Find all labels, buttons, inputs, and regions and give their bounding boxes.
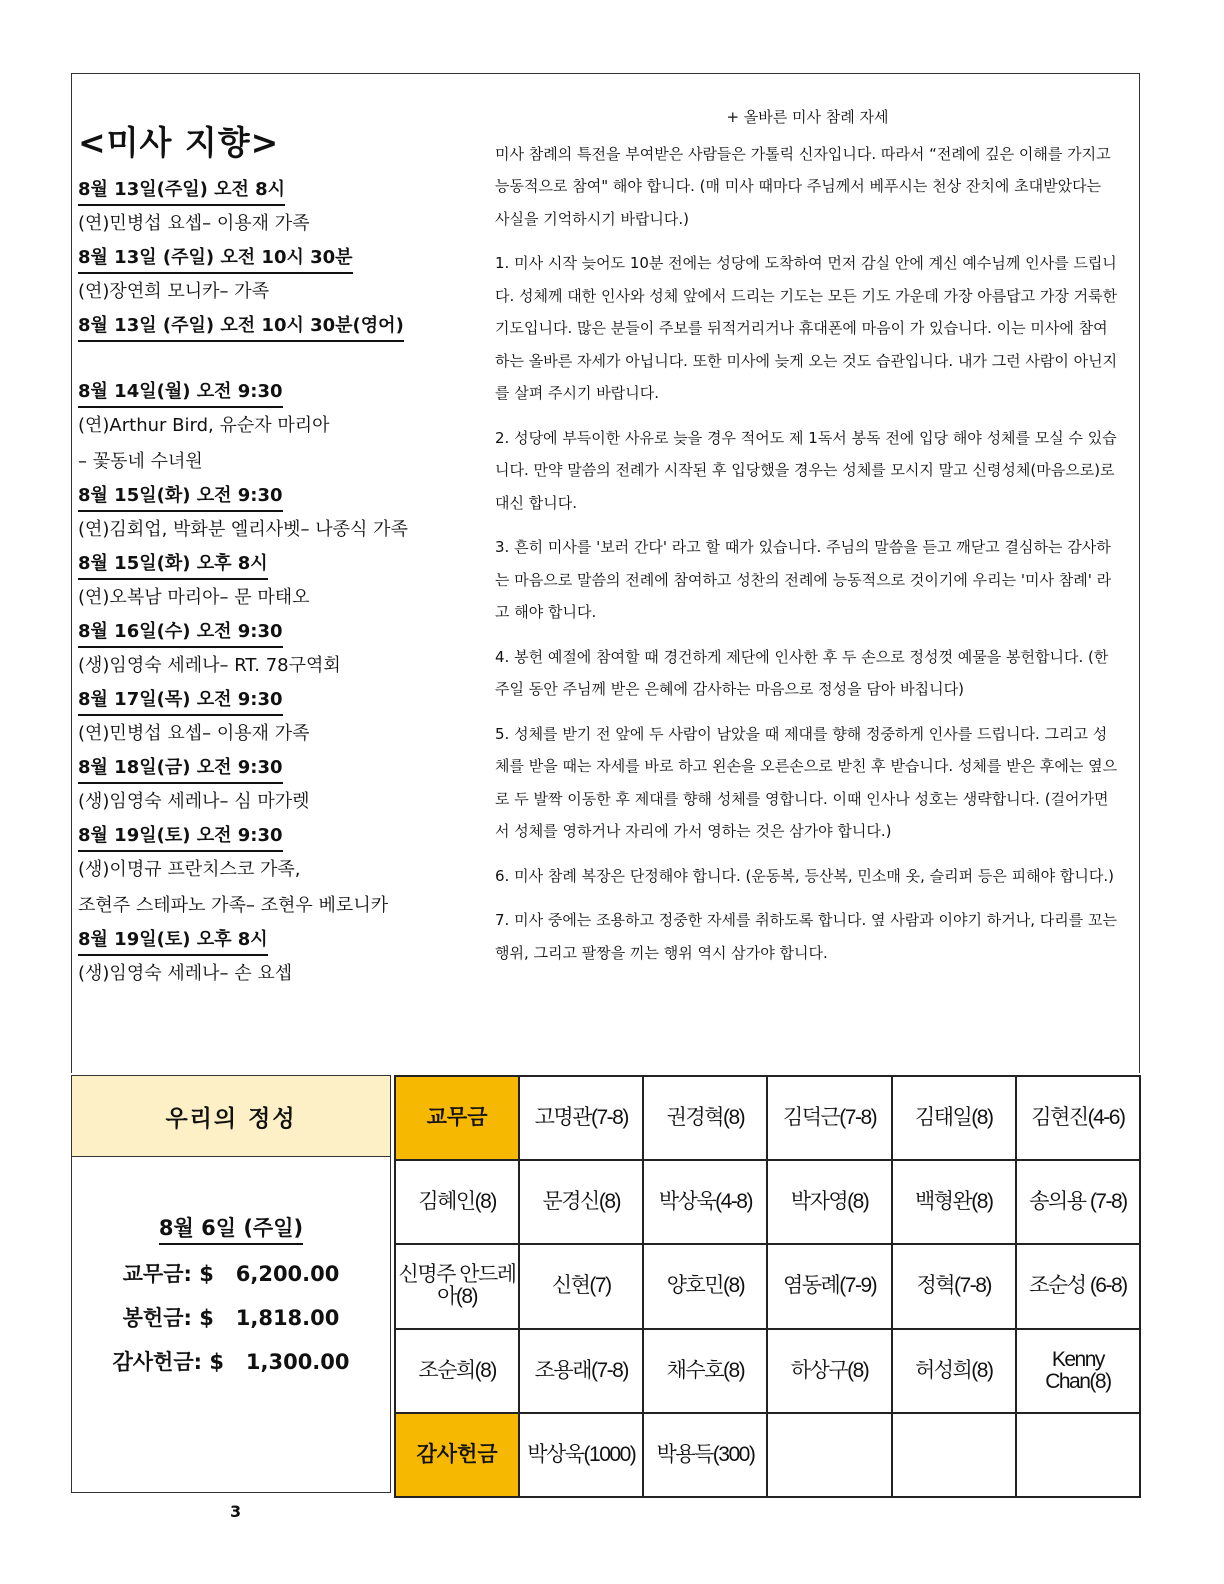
mass-intent: (생)임영숙 세레나– 손 요셉 [78, 963, 293, 984]
donor-cell: 백형완(8) [892, 1160, 1016, 1244]
donor-cell: 송의용 (7-8) [1016, 1160, 1140, 1244]
donor-cell: 박상욱(1000) [519, 1413, 643, 1497]
donor-cell [892, 1413, 1016, 1497]
article-paragraph: 2. 성당에 부득이한 사유로 늦을 경우 적어도 제 1독서 봉독 전에 입당 해야 성체를 모실 수 있습니다. 만약 말씀의 전례가 시작된 후 입당했을 경우는 성체를 모시지 말고 신령성체(마음으로)로 대신 합니다. [495, 428, 1117, 512]
mass-date: 8월 14일(월) 오전 9:30 [78, 378, 283, 408]
mass-date: 8월 13일(주일) 오전 8시 [78, 176, 285, 206]
mass-entry [78, 924, 478, 992]
donor-cell: 정혁(7-8) [892, 1244, 1016, 1328]
article-heading: + 올바른 미사 참례 자세 [726, 108, 889, 126]
mass-date: 8월 16일(수) 오전 9:30 [78, 618, 283, 648]
mass-entry [78, 820, 478, 924]
mass-entry [78, 480, 478, 548]
table-row [395, 1413, 1140, 1497]
mass-date: 8월 18일(금) 오전 9:30 [78, 754, 283, 784]
mass-date: 8월 17일(목) 오전 9:30 [78, 686, 283, 716]
donor-cell: 신현(7) [519, 1244, 643, 1328]
offering-line: 교무금: $ 6,200.00 [122, 1262, 340, 1286]
offering-body [71, 1157, 391, 1493]
mass-entry [78, 616, 478, 684]
offering-summary [71, 1075, 393, 1495]
donor-cell: 조용래(7-8) [519, 1329, 643, 1413]
offering-date: 8월 6일 (주일) [159, 1213, 303, 1245]
mass-etiquette-article [495, 101, 1120, 981]
mass-intent: (연)김회업, 박화분 엘리사벳– 나종식 가족 [78, 519, 408, 540]
mass-date: 8월 15일(화) 오후 8시 [78, 550, 268, 580]
mass-intent: (연)Arthur Bird, 유순자 마리아 [78, 415, 330, 436]
mass-intent: 조현주 스테파노 가족– 조현우 베로니카 [78, 895, 389, 916]
table-row [395, 1244, 1140, 1328]
table-row [395, 1076, 1140, 1160]
mass-intent: (생)이명규 프란치스코 가족, [78, 859, 301, 880]
donor-cell: 권경혁(8) [643, 1076, 767, 1160]
page-number: 3 [230, 1502, 242, 1521]
donor-cell: 김혜인(8) [395, 1160, 519, 1244]
donor-cell [767, 1413, 891, 1497]
article-paragraph: 5. 성체를 받기 전 앞에 두 사람이 남았을 때 제대를 향해 정중하게 인사를 드립니다. 그리고 성체를 받을 때는 자세를 바로 하고 왼손을 오른손으로 받친 후 받습니다. 성체를 받은 후에는 옆으로 두 발짝 이동한 후 제대를 향해 성체를 영합니다. 이때 인사나 성호는 생략합니다. (걸어가면서 성체를 영하거나 자리에 가서 영하는 것은 삼가야 합니다.) [495, 724, 1118, 840]
mass-intentions-title: <미사 지향> [78, 123, 280, 162]
article-paragraph: 6. 미사 참례 복장은 단정해야 합니다. (운동복, 등산복, 민소매 옷, 슬리퍼 등은 피해야 합니다.) [495, 866, 1114, 885]
mass-date: 8월 19일(토) 오전 9:30 [78, 822, 283, 852]
donor-cell: 박용득(300) [643, 1413, 767, 1497]
donor-cell: 채수호(8) [643, 1329, 767, 1413]
article-paragraph: 4. 봉헌 예절에 참여할 때 경건하게 제단에 인사한 후 두 손으로 정성껏 예물을 봉헌합니다. (한 주일 동안 주님께 받은 은혜에 감사하는 마음으로 정성을 담아 바칩니다) [495, 647, 1109, 698]
donor-cell: 고명관(7-8) [519, 1076, 643, 1160]
mass-intent: (생)임영숙 세레나– RT. 78구역회 [78, 655, 341, 676]
mass-date: 8월 13일 (주일) 오전 10시 30분 [78, 244, 353, 274]
mass-intent: (연)장연희 모니카– 가족 [78, 281, 269, 302]
donor-cell: 신명주 안드레아(8) [395, 1244, 519, 1328]
article-paragraph: 7. 미사 중에는 조용하고 정중한 자세를 취하도록 합니다. 옆 사람과 이야기 하거나, 다리를 꼬는 행위, 그리고 팔짱을 끼는 행위 역시 삼가야 합니다. [495, 911, 1117, 962]
donor-cell: 문경신(8) [519, 1160, 643, 1244]
donor-cell: 조순희(8) [395, 1329, 519, 1413]
category-label: 교무금 [395, 1076, 519, 1160]
mass-entry [78, 174, 478, 242]
mass-intentions [78, 118, 478, 992]
donor-table [394, 1075, 1141, 1498]
category-label: 감사헌금 [395, 1413, 519, 1497]
donor-cell: 하상구(8) [767, 1329, 891, 1413]
mass-entry [78, 242, 478, 310]
mass-intent: (생)임영숙 세레나– 심 마가렛 [78, 791, 310, 812]
donor-cell: 조순성 (6-8) [1016, 1244, 1140, 1328]
article-paragraph: 미사 참례의 특전을 부여받은 사람들은 가톨릭 신자입니다. 따라서 “전례에 깊은 이해를 가지고 능동적으로 참여" 해야 합니다. (매 미사 때마다 주님께서 베푸시는 천상 잔치에 초대받았다는 사실을 기억하시기 바랍니다.) [495, 144, 1111, 228]
mass-date: 8월 19일(토) 오후 8시 [78, 926, 268, 956]
donor-cell: Kenny Chan(8) [1016, 1329, 1140, 1413]
mass-entry [78, 310, 478, 342]
mass-date: 8월 15일(화) 오전 9:30 [78, 482, 283, 512]
mass-date: 8월 13일 (주일) 오전 10시 30분(영어) [78, 312, 404, 342]
donor-cell: 김덕근(7-8) [767, 1076, 891, 1160]
table-row [395, 1160, 1140, 1244]
donor-cell [1016, 1413, 1140, 1497]
table-row [395, 1329, 1140, 1413]
offering-line: 봉헌금: $ 1,818.00 [122, 1306, 340, 1330]
offering-title: 우리의 정성 [71, 1075, 391, 1157]
donor-cell: 박자영(8) [767, 1160, 891, 1244]
donor-cell: 허성희(8) [892, 1329, 1016, 1413]
offering-line: 감사헌금: $ 1,300.00 [112, 1350, 350, 1374]
mass-entry [78, 684, 478, 752]
mass-intent: – 꽃동네 수녀원 [78, 451, 203, 472]
mass-entry [78, 376, 478, 480]
donor-cell: 김현진(4-6) [1016, 1076, 1140, 1160]
mass-entry [78, 548, 478, 616]
mass-intent: (연)민병섭 요셉– 이용재 가족 [78, 723, 310, 744]
mass-intent: (연)민병섭 요셉– 이용재 가족 [78, 213, 310, 234]
donor-cell: 염동례(7-9) [767, 1244, 891, 1328]
donor-cell: 김태일(8) [892, 1076, 1016, 1160]
donor-cell: 박상욱(4-8) [643, 1160, 767, 1244]
article-paragraph: 1. 미사 시작 늦어도 10분 전에는 성당에 도착하여 먼저 감실 안에 계신 예수님께 인사를 드립니다. 성체께 대한 인사와 성체 앞에서 드리는 기도는 모든 기도 가운데 가장 아름답고 가장 거룩한 기도입니다. 많은 분들이 주보를 뒤적거리거나 휴대폰에 마음이 가 있습니다. 이는 미사에 참여하는 올바른 자세가 아닙니다. 또한 미사에 늦게 오는 것도 습관입니다. 내가 그런 사람이 아닌지를 살펴 주시기 바랍니다. [495, 254, 1118, 402]
article-paragraph: 3. 흔히 미사를 '보러 간다' 라고 할 때가 있습니다. 주님의 말씀을 듣고 깨닫고 결심하는 감사하는 마음으로 말씀의 전례에 참여하고 성찬의 전례에 능동적으로 것이기에 우리는 '미사 참례' 라고 해야 합니다. [495, 538, 1112, 621]
mass-intent: (연)오복남 마리아– 문 마태오 [78, 587, 310, 608]
mass-entry [78, 752, 478, 820]
donor-cell: 양호민(8) [643, 1244, 767, 1328]
